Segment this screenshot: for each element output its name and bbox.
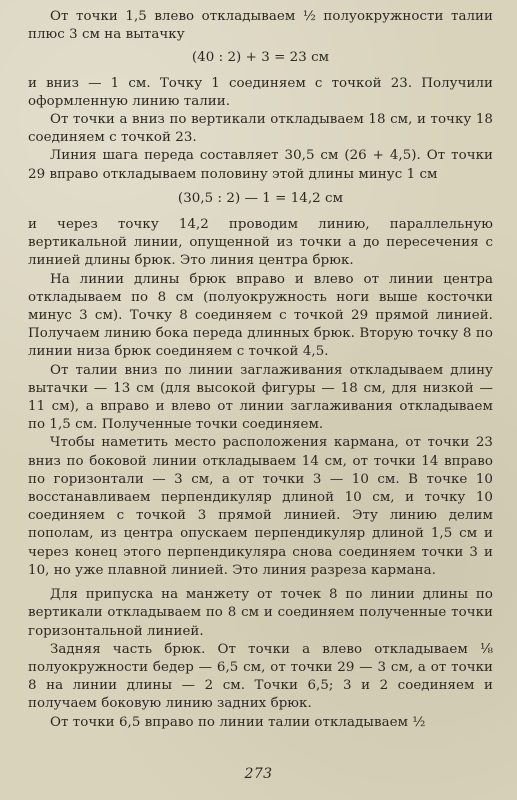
paragraph-7: От талии вниз по линии заглаживания откладываем длину вытачки — 13 см (для высокой фигуры — 18 см, для низкой — 11 см), а вправо и влево от линии заглаживания откладываем по 1,5 см. Полученные точки соединяем.	[28, 362, 493, 433]
formula-1: (40 : 2) + 3 = 23 см	[191, 50, 330, 66]
paragraph-6: На линии длины брюк вправо и влево от линии центра откладываем по 8 см (полуокружность ноги выше косточки минус 3 см). Точку 8 соединяем с точкой 29 прямой линией. Получаем линию бока переда длинных брюк. Вторую точку 8 по линии низа брюк соединяем с точкой 4,5.	[28, 271, 493, 360]
paragraph-8: Чтобы наметить место расположения кармана, от точки 23 вниз по боковой линии откладываем 14 см, от точки 14 вправо по горизонтали — 3 см, а от точки 3 — 10 см. В точке 10 восстанавливаем перпендикуляр длиной 10 см, и точку 10 соединяем с точкой 3 прямой линией. Эту линию делим пополам, из центра опускаем перпендикуляр длиной 1,5 см и через конец этого перпендикуляра снова соединяем точки 3 и 10, но уже плавной линией. Это линия разреза кармана.	[28, 435, 493, 578]
paragraph-3: От точки а вниз по вертикали откладываем 18 см, и точку 18 соединяем с точкой 23.	[28, 112, 493, 146]
paragraph-9: Для припуска на манжету от точек 8 по линии длины по вертикали откладываем по 8 см и соединяем полученные точки горизонтальной линией.	[28, 587, 493, 639]
formula-2: (30,5 : 2) — 1 = 14,2 см	[177, 190, 344, 206]
page-number: 273	[244, 766, 273, 782]
paragraph-1: От точки 1,5 влево откладываем ½ полуокружности талии плюс 3 см на вытачку	[28, 9, 493, 43]
paragraph-11: От точки 6,5 вправо по линии талии откладываем ½	[50, 714, 426, 730]
document-text	[28, 8, 493, 732]
paragraph-2: и вниз — 1 см. Точку 1 соединяем с точкой 23. Получили оформленную линию талии.	[28, 75, 493, 109]
paragraph-5: и через точку 14,2 проводим линию, параллельную вертикальной линии, опущенной из точки а до пересечения с линией длины брюк. Это линия центра брюк.	[28, 217, 493, 269]
paragraph-4: Линия шага переда составляет 30,5 см (26 + 4,5). От точки 29 вправо откладываем половину этой длины минус 1 см	[28, 148, 493, 182]
paragraph-10: Задняя часть брюк. От точки а влево откладываем ⅛ полуокружности бедер — 6,5 см, от точки 29 — 3 см, а от точки 8 на линии длины — 2 см. Точки 6,5; 3 и 2 соединяем и получаем боковую линию задних брюк.	[28, 641, 493, 712]
